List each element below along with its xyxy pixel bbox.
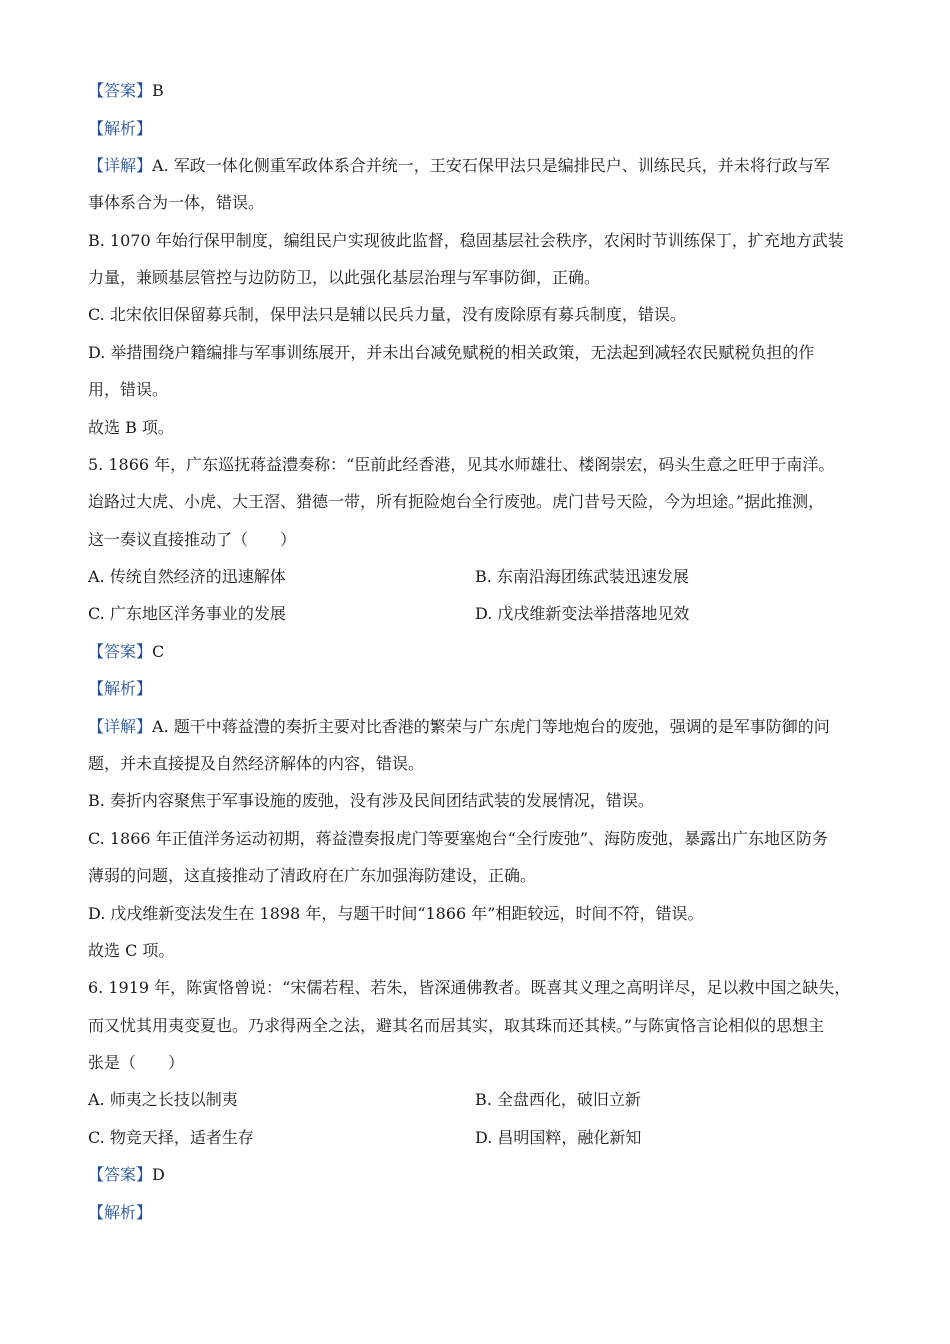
- detail-tag: 【详解】: [88, 717, 153, 736]
- q4-detail-a-line1: [88, 156, 888, 176]
- q4-detail-a-text: A. 军政一体化侧重军政体系合并统一，王安石保甲法只是编排民户、训练民兵，并未将行政与军: [152, 156, 830, 175]
- q6-answer-line: [88, 1165, 888, 1185]
- q4-detail-c-line1: C. 北宋依旧保留募兵制，保甲法只是辅以民兵力量，没有废除原有募兵制度，错误。: [88, 305, 686, 324]
- answer-tag: 【答案】: [88, 1165, 153, 1184]
- q4-detail-b-line2: 力量，兼顾基层管控与边防防卫，以此强化基层治理与军事防御，正确。: [88, 268, 601, 287]
- q5-detail-a-line1: [88, 717, 888, 737]
- q5-conclusion: 故选 C 项。: [88, 941, 175, 960]
- q6-analysis-tag: 【解析】: [88, 1203, 153, 1222]
- q6-option-c: C. 物竞天择，适者生存: [88, 1128, 254, 1147]
- q5-option-c: C. 广东地区洋务事业的发展: [88, 604, 286, 623]
- q6-option-a: A. 师夷之长技以制夷: [88, 1090, 238, 1109]
- q5-stem-line1: 5. 1866 年，广东巡抚蒋益澧奏称：“臣前此经香港，见其水师雄壮、楼阁崇宏，码头生意之旺甲于南洋。: [88, 455, 835, 474]
- q5-stem-line3: 这一奏议直接推动了（ ）: [88, 530, 297, 549]
- q6-stem-line2: 而又忧其用夷变夏也。乃求得两全之法，避其名而居其实，取其珠而还其椟。”与陈寅恪言论相似的思想主: [88, 1016, 825, 1035]
- answer-value: B: [152, 81, 164, 100]
- q5-detail-a-line2: 题，并未直接提及自然经济解体的内容，错误。: [88, 754, 425, 773]
- q5-option-b: B. 东南沿海团练武装迅速发展: [475, 567, 689, 586]
- answer-value: D: [152, 1165, 165, 1184]
- q5-option-d: D. 戊戌维新变法举措落地见效: [475, 604, 690, 623]
- q4-answer-line: [88, 81, 888, 101]
- q5-detail-c-line2: 薄弱的问题，这直接推动了清政府在广东加强海防建设，正确。: [88, 866, 537, 885]
- q5-detail-b-line1: B. 奏折内容聚焦于军事设施的废弛，没有涉及民间团结武装的发展情况，错误。: [88, 791, 654, 810]
- answer-tag: 【答案】: [88, 81, 153, 100]
- q5-detail-a-text: A. 题干中蒋益澧的奏折主要对比香港的繁荣与广东虎门等地炮台的废弛，强调的是军事防御的问: [152, 717, 830, 736]
- q5-analysis-tag: 【解析】: [88, 679, 153, 698]
- detail-tag: 【详解】: [88, 156, 153, 175]
- q5-stem-line2: 迨路过大虎、小虎、大王滘、猎德一带，所有扼险炮台全行废弛。虎门昔号天险，今为坦途。”据此推测，: [88, 492, 825, 511]
- answer-value: C: [152, 642, 165, 661]
- q5-detail-d-line1: D. 戊戌维新变法发生在 1898 年，与题干时间“1866 年”相距较远，时间不符，错误。: [88, 904, 704, 923]
- q4-conclusion: 故选 B 项。: [88, 418, 174, 437]
- q5-option-a: A. 传统自然经济的迅速解体: [88, 567, 286, 586]
- q5-answer-line: [88, 642, 888, 662]
- q6-option-b: B. 全盘西化，破旧立新: [475, 1090, 641, 1109]
- q5-detail-c-line1: C. 1866 年正值洋务运动初期，蒋益澧奏报虎门等要塞炮台“全行废弛”、海防废弛，暴露出广东地区防务: [88, 829, 829, 848]
- q6-stem-line3: 张是（ ）: [88, 1053, 185, 1072]
- q4-detail-b-line1: B. 1070 年始行保甲制度，编组民户实现彼此监督，稳固基层社会秩序，农闲时节训练保丁，扩充地方武装: [88, 231, 844, 250]
- q4-detail-d-line1: D. 举措围绕户籍编排与军事训练展开，并未出台减免赋税的相关政策，无法起到减轻农民赋税负担的作: [88, 343, 815, 362]
- q4-detail-a-line2: 事体系合为一体，错误。: [88, 193, 265, 212]
- answer-tag: 【答案】: [88, 642, 153, 661]
- q4-detail-d-line2: 用，错误。: [88, 380, 169, 399]
- q4-analysis-tag: 【解析】: [88, 119, 153, 138]
- q6-stem-line1: 6. 1919 年，陈寅恪曾说：“宋儒若程、若朱，皆深通佛教者。既喜其义理之高明详尽，足以救中国之缺失，: [88, 978, 851, 997]
- q6-option-d: D. 昌明国粹，融化新知: [475, 1128, 642, 1147]
